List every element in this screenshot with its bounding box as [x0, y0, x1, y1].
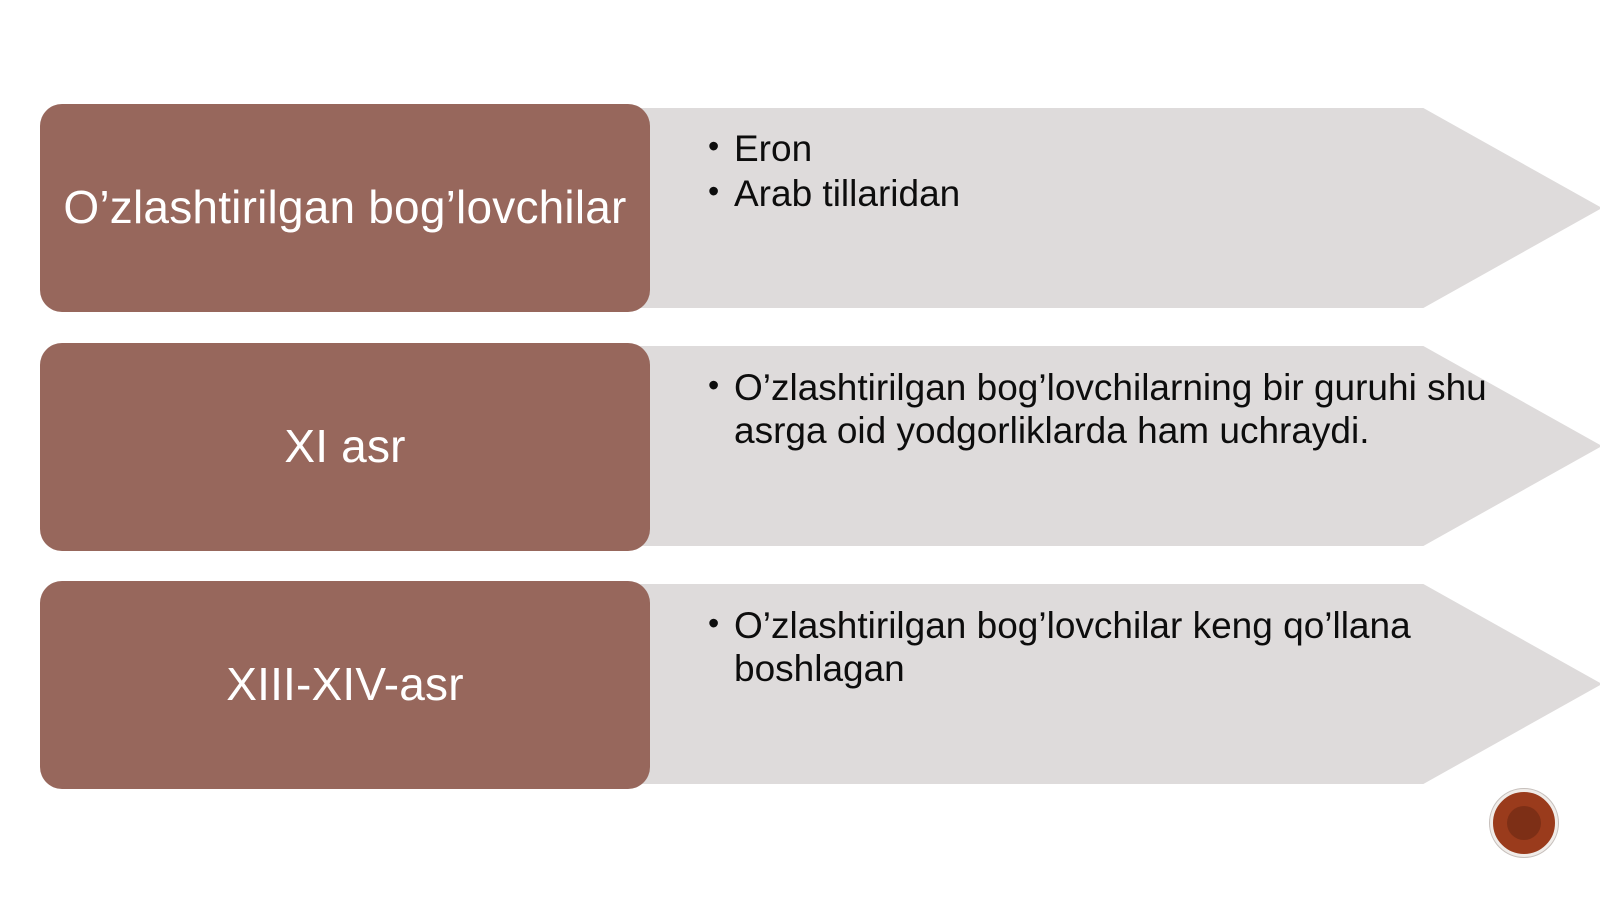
- list-item: • O’zlashtirilgan bog’lovchilarning bir guruhi shu asrga oid yodgorliklarda ham uchraydi.: [734, 367, 1490, 453]
- list-item: • Arab tillaridan: [734, 173, 1460, 216]
- circle-badge-inner-icon: [1507, 806, 1541, 840]
- stage-label-3: XIII-XIV-asr: [226, 658, 464, 711]
- stage-label-box-2[interactable]: [40, 343, 650, 551]
- stage-label-box-1[interactable]: [40, 104, 650, 312]
- stage-label-box-3[interactable]: [40, 581, 650, 789]
- bullet-list-1: [700, 128, 1460, 218]
- stage-label-1: O’zlashtirilgan bog’lovchilar: [63, 181, 627, 234]
- bullet-list-2: [700, 367, 1490, 455]
- list-item: • Eron: [734, 128, 1460, 171]
- stage-label-2: XI asr: [284, 420, 406, 473]
- bullet-list-3: [700, 605, 1500, 693]
- circle-badge-icon: [1490, 789, 1558, 857]
- list-item: • O’zlashtirilgan bog’lovchilar keng qo’llana boshlagan: [734, 605, 1500, 691]
